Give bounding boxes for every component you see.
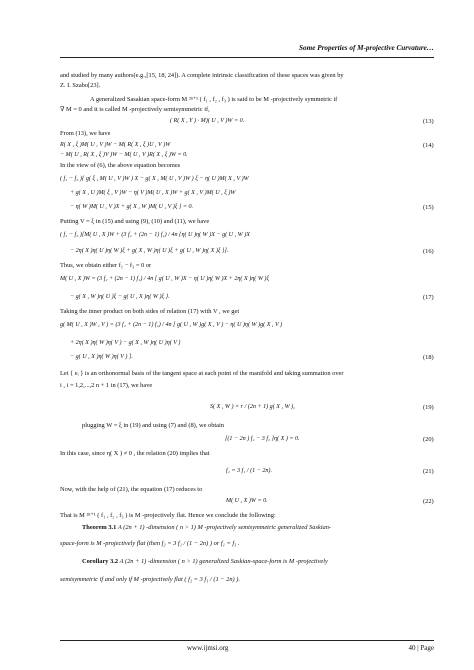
corollary-text: A (2n + 1) -dimension ( n > 1) generalized Saskian-space-form is M -projectively [119,558,328,565]
equation: − η( W )M( U , V )X + g( X , W )M( U , V )ξ } = 0. [70,204,194,210]
header-rule [60,57,434,58]
text-line: In this case, since η( X ) ≠ 0 , the relation (20) implies that [60,450,210,457]
equation-number: (20) [423,436,434,443]
equation-number: (16) [423,248,434,255]
text-line: i , i = 1,2,...,2 n + 1 in (17), we have [60,382,153,389]
equation: [(1 − 2n ) f₁ − 3 f₂ ]η( X ) = 0. [225,436,300,442]
equation-number: (14) [423,142,434,149]
text-line: and studied by many authors(e.g.,[15, 18, 24]). A complete intrinsic classification of these spaces was given by [60,72,344,79]
equation-number: (19) [423,404,434,411]
equation: R( X , ξ )M( U , V )W − M( R( X , ξ )U , V )W [60,142,171,148]
text-line: Thus, we obtain either f₁ − f₃ = 0 or [60,262,152,269]
equation: − M( U , R( X , ξ )V )W − M( U , V )R( X , ξ )W = 0. [60,152,188,158]
equation: M( U , X )W = 0. [226,498,268,504]
equation: ( f₁ − f₃ )[M( U , X )W + (3 f₂ + (2n − 1) f₁) / 4n {η( U )η( W )X − g( U , W )X [60,232,250,238]
journal-website: www.ijmsi.org [187,644,229,652]
equation-number: (22) [423,498,434,505]
theorem-3-1 [82,524,331,531]
text-line: Taking the inner product on both sides of relation (17) with V , we get [60,308,240,315]
equation: S( X , W ) = r / (2n + 1) g( X , W ), [210,404,295,410]
text-line: A generalized Sasakian space-form M ²ⁿ⁺¹ ( f₁ , f₂ , f₃ ) is said to be M -projectively symmetric if [90,96,338,103]
equation: − 2η( X )η( U )η( W )ξ + g( X , W )η( U )ξ + g( U , W )η( X )ξ }]. [70,248,229,254]
equation: g( M( U , X )W , V ) = (3 f₂ + (2n − 1) f₁) / 4n [ g( U , W )g( X , V ) − η( U )η( W )g( X , V ) [60,322,283,328]
theorem-label: Theorem 3.1 [82,524,117,531]
text-line: In the view of (6), the above equation becomes [60,162,181,169]
text-line: plugging W = ξ in (19) and using (7) and (8), we obtain [82,422,224,429]
equation: f₂ = 3 f₁ / (1 − 2n). [226,468,272,474]
running-title: Some Properties of M-projective Curvature… [299,44,434,52]
corollary-3-2-cont: semisymmetric if and only if M -projectively flat ( f₂ = 3 f₁ / (1 − 2n) ). [60,576,241,583]
theorem-3-1-cont: space-form is M -projectively flat (then f₂ = 3 f₁ / (1 − 2n) ) or f₁ = f₃ . [60,540,240,547]
equation-number: (15) [423,204,434,211]
equation-number: (17) [423,294,434,301]
text-line: From (13), we have [60,130,111,137]
text-line: Now, with the help of (21), the equation (17) reduces to [60,486,203,493]
equation-number: (21) [423,468,434,475]
page-number: 40 | Page [408,644,434,652]
page-footer [60,640,434,656]
page-header [60,40,434,60]
equation: + 2η( X )η( W )η( V ) − g( X , W )η( U )η( V ) [70,340,181,346]
equation: − g( X , W )η( U )ξ − g( U , X )η( W )ξ }. [70,294,170,300]
text-line: That is M ²ⁿ⁺¹ ( f₁ , f₂ , f₃ ) is M -projectively flat. Hence we conclude the following: [60,512,276,519]
text-line: Let { eᵢ } is an orthonormal basis of the tangent space at each point of the manifold and taking summation over [60,370,344,377]
equation: + g( X , U )M( ξ , V )W − η( V )M( U , X )W + g( X , V )M( U , ξ )W [70,190,236,196]
theorem-text: A (2n + 1) -dimension ( n > 1) M -projectively semisymmetric generalized Saskian- [117,524,332,531]
equation: ( f₁ − f₃ ){ g( ξ , M( U , V )W ) X − g( X , M( U , V )W ) ξ − η( U )M( X , V )W [60,176,249,182]
text-line: ∇ M = 0 and it is called M -projectively semisymmetric if, [60,106,210,113]
equation: ( R( X , Y ) · M)( U , V )W = 0. [170,118,245,124]
footer-rule [60,640,434,641]
equation-number: (18) [423,354,434,361]
corollary-3-2 [82,558,328,565]
equation: − g( U , X )η( W )η( V ) ]. [70,354,133,360]
equation: M( U , X )W = (3 f₂ + (2n − 1) f₁) / 4n [ g( U , W )X − η( U )η( W )X + 2η( X )η( W )ξ [60,276,270,282]
text-line: Putting V = ξ in (15) and using (9), (10) and (11), we have [60,218,210,225]
equation-number: (13) [423,118,434,125]
corollary-label: Corollary 3.2 [82,558,119,565]
text-line: Z. I. Szabo[23]. [60,82,101,89]
